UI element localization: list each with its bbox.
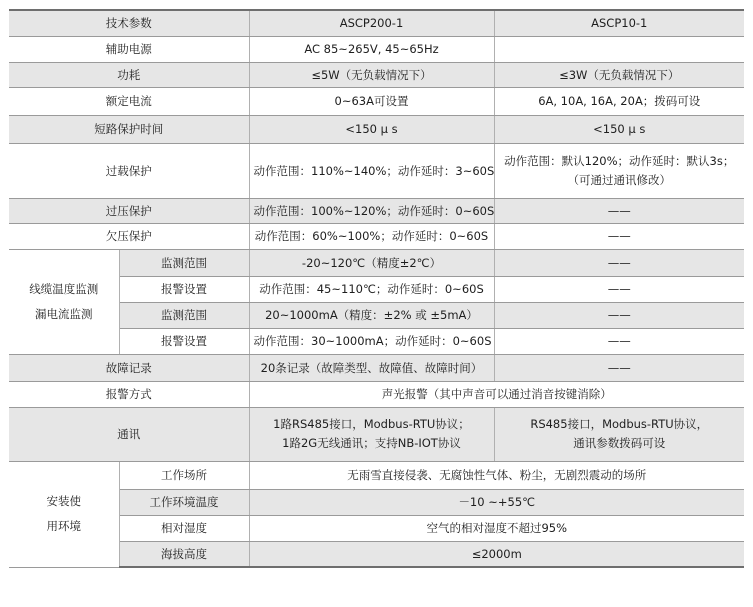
row-overvoltage	[9, 198, 744, 223]
label-power-consumption: 功耗	[9, 62, 249, 87]
label-alarm-mode: 报警方式	[9, 381, 249, 407]
fault-record-a: 20条记录（故障类型、故障值、故障时间）	[249, 354, 494, 381]
row-aux-power	[9, 36, 744, 62]
leak-alarm-a: 动作范围：30~1000mA；动作延时：0~60S	[249, 328, 494, 354]
overload-a: 动作范围：110%~140%；动作延时：3~60S	[249, 143, 494, 198]
communication-b-line2: 通讯参数拨码可设	[573, 436, 666, 450]
label-rated-current: 额定电流	[9, 87, 249, 115]
header-param: 技术参数	[9, 10, 249, 36]
header-row	[9, 10, 744, 36]
row-overload	[9, 143, 744, 198]
overload-b	[494, 143, 744, 198]
temp-range-b: ——	[494, 249, 744, 276]
row-undervoltage	[9, 223, 744, 249]
communication-b-line1: RS485接口，Modbus-RTU协议，	[530, 417, 709, 431]
temp-range-a: -20~120℃（精度±2℃）	[249, 249, 494, 276]
site-value: 无雨雪直接侵袭、无腐蚀性气体、粉尘，无剧烈震动的场所	[249, 461, 744, 489]
label-overvoltage: 过压保护	[9, 198, 249, 223]
monitor-group-line1: 线缆温度监测	[29, 281, 99, 296]
header-model-b: ASCP10-1	[494, 10, 744, 36]
alarm-mode-value: 声光报警（其中声音可以通过消音按键消除）	[249, 381, 744, 407]
row-site	[9, 461, 744, 489]
row-temp-range	[9, 249, 744, 276]
label-undervoltage: 欠压保护	[9, 223, 249, 249]
row-power-consumption	[9, 62, 744, 87]
row-temp-alarm	[9, 276, 744, 302]
leak-alarm-b: ——	[494, 328, 744, 354]
environment-line1: 安装使	[46, 494, 81, 508]
label-site: 工作场所	[119, 461, 249, 489]
row-leak-range	[9, 302, 744, 328]
label-humidity: 相对湿度	[119, 515, 249, 541]
label-monitor-group	[9, 249, 119, 354]
row-alarm-mode	[9, 381, 744, 407]
monitor-group-line2: 漏电流监测	[35, 306, 93, 321]
undervoltage-a: 动作范围：60%~100%；动作延时：0~60S	[249, 223, 494, 249]
label-altitude: 海拔高度	[119, 541, 249, 567]
row-humidity	[9, 515, 744, 541]
header-model-a: ASCP200-1	[249, 10, 494, 36]
power-consumption-b: ≤3W（无负载情况下）	[494, 62, 744, 87]
label-short-circuit: 短路保护时间	[9, 115, 249, 143]
environment-line2: 用环境	[46, 519, 81, 533]
label-leak-range: 监测范围	[119, 302, 249, 328]
short-circuit-a: <150 μ s	[249, 115, 494, 143]
undervoltage-b: ——	[494, 223, 744, 249]
label-leak-alarm: 报警设置	[119, 328, 249, 354]
overload-b-line1: 动作范围：默认120%；动作延时：默认3s；	[504, 153, 735, 168]
row-temp	[9, 489, 744, 515]
leak-range-b: ——	[494, 302, 744, 328]
humidity-value: 空气的相对湿度不超过95%	[249, 515, 744, 541]
altitude-value: ≤2000m	[249, 541, 744, 567]
communication-a-line1: 1路RS485接口，Modbus-RTU协议；	[273, 417, 470, 431]
temp-alarm-a: 动作范围：45~110℃；动作延时：0~60S	[249, 276, 494, 302]
label-temp-alarm: 报警设置	[119, 276, 249, 302]
overvoltage-a: 动作范围：100%~120%；动作延时：0~60S	[249, 198, 494, 223]
spec-table	[9, 9, 744, 568]
label-fault-record: 故障记录	[9, 354, 249, 381]
temp-alarm-b: ——	[494, 276, 744, 302]
label-communication: 通讯	[9, 407, 249, 461]
row-fault-record	[9, 354, 744, 381]
aux-power-b	[494, 36, 744, 62]
communication-a	[249, 407, 494, 461]
row-communication	[9, 407, 744, 461]
power-consumption-a: ≤5W（无负载情况下）	[249, 62, 494, 87]
row-leak-alarm	[9, 328, 744, 354]
short-circuit-b: <150 μ s	[494, 115, 744, 143]
label-temp-range: 监测范围	[119, 249, 249, 276]
label-environment	[9, 461, 119, 567]
aux-power-a: AC 85~265V, 45~65Hz	[249, 36, 494, 62]
rated-current-b: 6A, 10A, 16A, 20A；拨码可设	[494, 87, 744, 115]
overload-b-line2: （可通过通讯修改）	[567, 172, 671, 187]
fault-record-b: ——	[494, 354, 744, 381]
rated-current-a: 0~63A可设置	[249, 87, 494, 115]
label-aux-power: 辅助电源	[9, 36, 249, 62]
label-temp: 工作环境温度	[119, 489, 249, 515]
label-overload: 过载保护	[9, 143, 249, 198]
overvoltage-b: ——	[494, 198, 744, 223]
communication-b	[494, 407, 744, 461]
temp-value: －10 ~+55℃	[249, 489, 744, 515]
row-altitude	[9, 541, 744, 567]
row-short-circuit	[9, 115, 744, 143]
communication-a-line2: 1路2G无线通讯；支持NB-IOT协议	[282, 436, 461, 450]
leak-range-a: 20~1000mA（精度：±2% 或 ±5mA）	[249, 302, 494, 328]
row-rated-current	[9, 87, 744, 115]
